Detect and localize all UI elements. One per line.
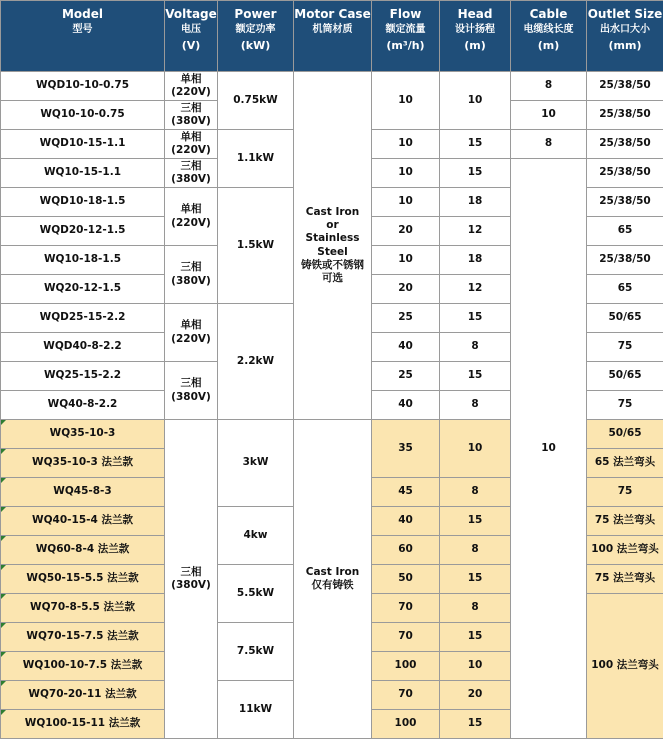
header-outlet-size: Outlet Size 出水口大小 (mm) [587, 1, 663, 72]
outlet-cell: 65 [587, 275, 663, 304]
head-cell: 12 [440, 275, 511, 304]
header-model: Model 型号 [1, 1, 165, 72]
voltage-cell: 三相 (380V) [165, 246, 218, 304]
flow-cell: 100 [372, 710, 440, 739]
header-motor-case: Motor Case 机筒材质 [294, 1, 372, 72]
head-cell: 15 [440, 710, 511, 739]
voltage-cell: 三相 (380V) [165, 362, 218, 420]
model-cell: WQ10-15-1.1 [1, 159, 165, 188]
flow-cell: 25 [372, 362, 440, 391]
model-cell: WQ60-8-4 法兰款 [1, 536, 165, 565]
model-cell: WQD40-8-2.2 [1, 333, 165, 362]
cable-cell: 10 [511, 101, 587, 130]
outlet-cell: 25/38/50 [587, 246, 663, 275]
power-cell: 1.1kW [218, 130, 294, 188]
head-cell: 12 [440, 217, 511, 246]
flow-cell: 70 [372, 623, 440, 652]
outlet-cell: 25/38/50 [587, 188, 663, 217]
model-cell: WQD10-18-1.5 [1, 188, 165, 217]
outlet-cell: 75 法兰弯头 [587, 565, 663, 594]
flow-cell: 20 [372, 275, 440, 304]
outlet-cell: 100 法兰弯头 [587, 594, 663, 739]
outlet-cell: 25/38/50 [587, 130, 663, 159]
flow-cell: 20 [372, 217, 440, 246]
outlet-cell: 75 [587, 478, 663, 507]
model-cell: WQ100-10-7.5 法兰款 [1, 652, 165, 681]
flow-cell: 100 [372, 652, 440, 681]
model-cell: WQ70-15-7.5 法兰款 [1, 623, 165, 652]
model-cell: WQ70-20-11 法兰款 [1, 681, 165, 710]
model-cell: WQ10-18-1.5 [1, 246, 165, 275]
table-row [1, 72, 663, 101]
flow-cell: 35 [372, 420, 440, 478]
head-cell: 15 [440, 130, 511, 159]
power-cell: 11kW [218, 681, 294, 739]
outlet-cell: 50/65 [587, 420, 663, 449]
flow-cell: 70 [372, 594, 440, 623]
model-cell: WQD10-15-1.1 [1, 130, 165, 159]
voltage-cell: 三相 (380V) [165, 420, 218, 739]
model-cell: WQ100-15-11 法兰款 [1, 710, 165, 739]
flow-cell: 10 [372, 188, 440, 217]
power-cell: 2.2kW [218, 304, 294, 420]
header-power: Power 额定功率 (kW) [218, 1, 294, 72]
voltage-cell: 单相 (220V) [165, 130, 218, 159]
head-cell: 10 [440, 72, 511, 130]
model-cell: WQ20-12-1.5 [1, 275, 165, 304]
flow-cell: 40 [372, 507, 440, 536]
head-cell: 15 [440, 362, 511, 391]
head-cell: 15 [440, 304, 511, 333]
cable-cell: 10 [511, 159, 587, 739]
head-cell: 15 [440, 623, 511, 652]
header-cable: Cable 电缆线长度 (m) [511, 1, 587, 72]
outlet-cell: 65 法兰弯头 [587, 449, 663, 478]
model-cell: WQ45-8-3 [1, 478, 165, 507]
power-cell: 1.5kW [218, 188, 294, 304]
power-cell: 0.75kW [218, 72, 294, 130]
outlet-cell: 75 [587, 333, 663, 362]
power-cell: 7.5kW [218, 623, 294, 681]
outlet-cell: 50/65 [587, 304, 663, 333]
outlet-cell: 75 法兰弯头 [587, 507, 663, 536]
model-cell: WQ40-8-2.2 [1, 391, 165, 420]
head-cell: 8 [440, 391, 511, 420]
model-cell: WQD25-15-2.2 [1, 304, 165, 333]
outlet-cell: 50/65 [587, 362, 663, 391]
flow-cell: 45 [372, 478, 440, 507]
flow-cell: 10 [372, 72, 440, 130]
voltage-cell: 单相 (220V) [165, 304, 218, 362]
outlet-cell: 25/38/50 [587, 159, 663, 188]
voltage-cell: 三相 (380V) [165, 101, 218, 130]
power-cell: 4kw [218, 507, 294, 565]
voltage-cell: 三相 (380V) [165, 159, 218, 188]
header-head: Head 设计扬程 (m) [440, 1, 511, 72]
head-cell: 10 [440, 420, 511, 478]
outlet-cell: 25/38/50 [587, 101, 663, 130]
cable-cell: 8 [511, 130, 587, 159]
voltage-cell: 单相 (220V) [165, 72, 218, 101]
head-cell: 8 [440, 478, 511, 507]
head-cell: 10 [440, 652, 511, 681]
model-cell: WQ25-15-2.2 [1, 362, 165, 391]
motor-case-cell: Cast Iron 仅有铸铁 [294, 420, 372, 739]
motor-case-cell: Cast Iron or Stainless Steel 铸铁或不锈钢 可选 [294, 72, 372, 420]
head-cell: 8 [440, 536, 511, 565]
model-cell: WQD10-10-0.75 [1, 72, 165, 101]
flow-cell: 25 [372, 304, 440, 333]
header-row [1, 1, 663, 72]
flow-cell: 10 [372, 130, 440, 159]
flow-cell: 70 [372, 681, 440, 710]
model-cell: WQ70-8-5.5 法兰款 [1, 594, 165, 623]
flow-cell: 40 [372, 391, 440, 420]
outlet-cell: 100 法兰弯头 [587, 536, 663, 565]
power-cell: 3kW [218, 420, 294, 507]
flow-cell: 10 [372, 246, 440, 275]
head-cell: 8 [440, 333, 511, 362]
head-cell: 20 [440, 681, 511, 710]
model-cell: WQ35-10-3 法兰款 [1, 449, 165, 478]
head-cell: 15 [440, 507, 511, 536]
flow-cell: 60 [372, 536, 440, 565]
model-cell: WQ50-15-5.5 法兰款 [1, 565, 165, 594]
head-cell: 8 [440, 594, 511, 623]
flow-cell: 10 [372, 159, 440, 188]
outlet-cell: 75 [587, 391, 663, 420]
outlet-cell: 25/38/50 [587, 72, 663, 101]
header-voltage: Voltage 电压 (V) [165, 1, 218, 72]
outlet-cell: 65 [587, 217, 663, 246]
head-cell: 18 [440, 246, 511, 275]
flow-cell: 40 [372, 333, 440, 362]
head-cell: 15 [440, 159, 511, 188]
model-cell: WQ40-15-4 法兰款 [1, 507, 165, 536]
cable-cell: 8 [511, 72, 587, 101]
voltage-cell: 单相 (220V) [165, 188, 218, 246]
model-cell: WQD20-12-1.5 [1, 217, 165, 246]
flow-cell: 50 [372, 565, 440, 594]
head-cell: 15 [440, 565, 511, 594]
header-flow: Flow 额定流量 (m³/h) [372, 1, 440, 72]
model-cell: WQ10-10-0.75 [1, 101, 165, 130]
head-cell: 18 [440, 188, 511, 217]
model-cell: WQ35-10-3 [1, 420, 165, 449]
power-cell: 5.5kW [218, 565, 294, 623]
